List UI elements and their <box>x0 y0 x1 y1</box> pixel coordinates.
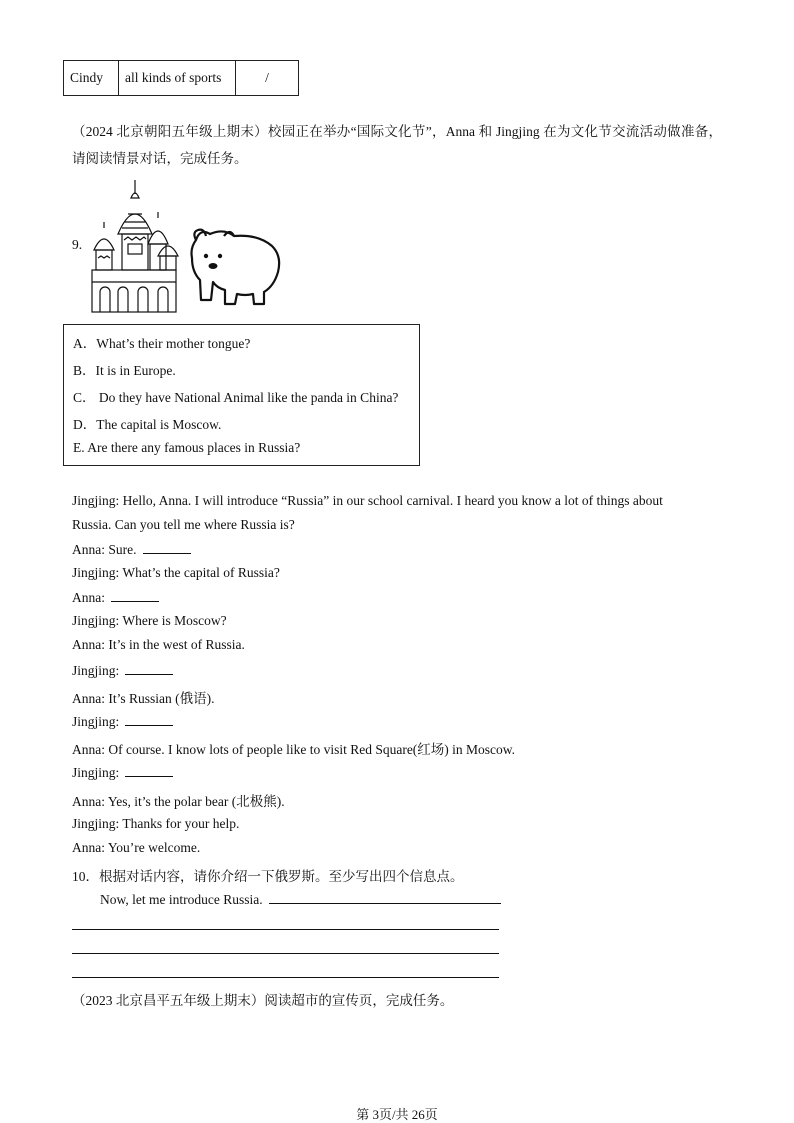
answer-blank-2[interactable] <box>111 589 159 602</box>
dialogue-line-1b: Russia. Can you tell me where Russia is? <box>72 517 295 532</box>
dialogue-line-10: Anna: Of course. I know lots of people like to visit Red Square(红场) in Moscow. <box>72 742 516 757</box>
page-footer: 第 3页/共 26页 <box>356 1107 438 1122</box>
dialogue-line-4 <box>72 589 159 606</box>
section-intro: （2024 北京朝阳五年级上期末）校园正在举办“国际文化节”，Anna 和 Jingjing 在为文化节交流活动做准备，请阅读情景对话，完成任务。 <box>72 124 722 166</box>
dialogue-line-8: Anna: It’s Russian (俄语). <box>72 691 215 706</box>
writing-line-2[interactable] <box>72 953 499 954</box>
info-table <box>63 60 299 96</box>
dialogue-line-13: Jingjing: Thanks for your help. <box>72 816 240 831</box>
dialogue-text: Anna: Sure. <box>72 542 137 557</box>
option-e: E. Are there any famous places in Russia? <box>73 440 301 455</box>
next-section-intro: （2023 北京昌平五年级上期末）阅读超市的宣传页，完成任务。 <box>72 993 454 1008</box>
writing-line-3[interactable] <box>72 977 499 978</box>
answer-blank-4[interactable] <box>125 713 173 726</box>
dialogue-line-5: Jingjing: Where is Moscow? <box>72 613 227 628</box>
option-b: B．It is in Europe. <box>73 363 176 378</box>
dialogue-line-1a: Jingjing: Hello, Anna. I will introduce “Russia” in our school carnival. I heard you know a lot of things about <box>72 493 663 508</box>
writing-line-1[interactable] <box>72 929 499 930</box>
option-d: D．The capital is Moscow. <box>73 417 222 432</box>
dialogue-line-6: Anna: It’s in the west of Russia. <box>72 637 245 652</box>
dialogue-line-7 <box>72 662 173 679</box>
dialogue-line-3: Jingjing: What’s the capital of Russia? <box>72 565 280 580</box>
dialogue-line-14: Anna: You’re welcome. <box>72 840 201 855</box>
starter-text: Now, let me introduce Russia. <box>100 892 263 907</box>
question-10-starter-line <box>100 891 501 908</box>
table-cell-name: Cindy <box>64 61 119 96</box>
dialogue-line-9 <box>72 713 173 730</box>
kremlin-and-polar-bear-illustration <box>88 178 284 316</box>
options-box <box>63 324 420 466</box>
answer-blank-5[interactable] <box>125 764 173 777</box>
answer-blank-3[interactable] <box>125 662 173 675</box>
dialogue-text: Jingjing: <box>72 663 120 678</box>
answer-blank-1[interactable] <box>143 541 191 554</box>
dialogue-text: Jingjing: <box>72 765 120 780</box>
dialogue-text: Anna: <box>72 590 105 605</box>
writing-blank-0[interactable] <box>269 891 501 904</box>
question-9-number: 9. <box>72 237 83 252</box>
option-a: A．What’s their mother tongue? <box>73 336 251 351</box>
dialogue-text: Jingjing: <box>72 714 120 729</box>
table-cell-other: / <box>236 61 299 96</box>
dialogue-line-11 <box>72 764 173 781</box>
question-10-prompt: 10．根据对话内容，请你介绍一下俄罗斯。至少写出四个信息点。 <box>72 869 464 884</box>
table-row <box>64 61 299 96</box>
option-c: C． Do they have National Animal like the panda in China? <box>73 390 399 405</box>
dialogue-line-12: Anna: Yes, it’s the polar bear (北极熊). <box>72 794 285 809</box>
dialogue-line-2 <box>72 541 191 558</box>
table-cell-hobby: all kinds of sports <box>119 61 236 96</box>
